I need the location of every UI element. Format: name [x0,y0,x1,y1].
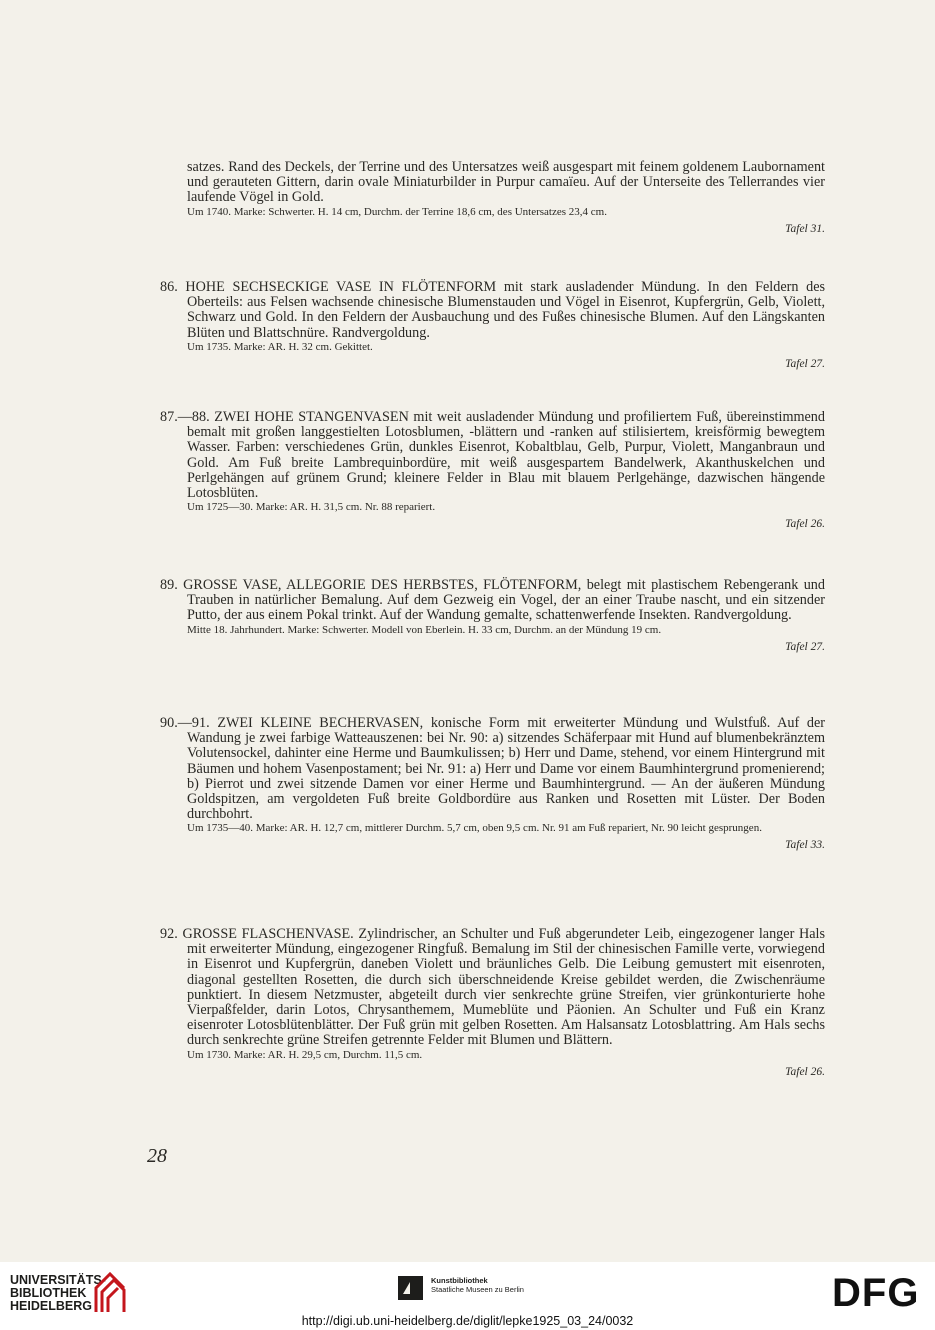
entry-number: 86. [160,279,178,295]
entry-title: GROSSE VASE, ALLEGORIE DES HERBSTES, FLÖTENFORM, [183,577,582,593]
entry-body [160,410,825,501]
kunstbibliothek-logo-icon [398,1276,423,1300]
logo-line: HEIDELBERG [10,1299,92,1313]
entry-note: Um 1730. Marke: AR. H. 29,5 cm, Durchm. 11,5 cm. [187,1048,423,1061]
entry-number: 90.—91. [160,715,210,731]
entry-body [160,716,825,822]
logo-line: UNIVERSITÄTS- [10,1273,106,1287]
entry-89 [160,578,825,655]
page-number: 28 [147,1145,167,1167]
entry-note: Um 1740. Marke: Schwerter. H. 14 cm, Durchm. der Terrine 18,6 cm, des Untersatzes 23,4 cm. [187,205,607,218]
entry-title: ZWEI HOHE STANGENVASEN [214,409,409,425]
source-url-link[interactable]: http://digi.ub.uni-heidelberg.de/diglit/lepke1925_03_24/0032 [301,1314,634,1328]
entry-text: konische Form mit erweiterter Mündung und Wulstfuß. Auf der Wandung je zwei farbige Watteauszenen: bei Nr. 90: a) sitzendes Schäferpaar mit Hund auf blumenbekränztem Volutensockel, dahinter eine Herme und Baumkulissen; b) Herr und Dame, stehend, vor einem Hintergrund mit Bäumen und hohem Vasenpostament; bei Nr. 91: a) Herr und Dame vor einem Baumhintergrund promenierend; b) Pierrot und zwei sitzende Damen vor einer Herme und Baumhintergrund. — An der äußeren Mündung Goldspitzen, am vergoldeten Fuß breite Goldbordüre aus Ranken und Rosetten mit Lüster. Der Boden durchbohrt. [187,715,826,823]
entry-text: Zylindrischer, an Schulter und Fuß abgerundeter Leib, eingezogener langer Hals mit erweiterter Mündung, eingezogener Ringfuß. Bemalung im Stil der chinesischen Famille verte, vorwiegend in Eisenrot und Kupfergrün, daneben Violett und bräunliches Gelb. Die Leibung gemustert mit eisenroten, diagonal gestellten Rosetten, die durch sich überschneidende Kreise gebildet werden, die Zwischenräume punktiert. In diesem Netzmuster, abgeteilt durch vier senkrechte grüne Streifen, vier grünkonturierte hohe Vierpaßfelder, darin Lotos, Chrysanthemem, Mumeblüte und Päonien. An Schulter und Fuß ein Kranz eisenroter Lotosblütenblätter. Der Fuß grün mit gelben Rosetten. Am Halsansatz Lotosblattring. Am Hals sechs durch senkrechte grüne Streifen getrennte Felder mit Blumen und Blättern. [187,926,826,1049]
plate-reference: Tafel 33. [785,839,825,852]
plate-reference: Tafel 31. [785,222,825,235]
entry-body [160,578,825,624]
entry-title: GROSSE FLASCHENVASE. [182,926,354,942]
plate-reference: Tafel 27. [785,640,825,653]
logo-line: BIBLIOTHEK [10,1286,87,1300]
entry-continuation [160,160,825,237]
entry-note: Um 1735—40. Marke: AR. H. 12,7 cm, mittlerer Durchm. 5,7 cm, oben 9,5 cm. Nr. 91 am Fuß repariert, Nr. 90 leicht gesprungen. [187,822,762,835]
entry-92 [160,927,825,1080]
plate-reference: Tafel 26. [785,1065,825,1078]
entry-number: 89. [160,577,178,593]
entry-note: Um 1735. Marke: AR. H. 32 cm. Gekittet. [187,340,373,353]
entry-body [160,280,825,341]
entry-text: mit weit ausladender Mündung und profiliertem Fuß, übereinstimmend bemalt mit großen langgestielten Lotosblumen, -blättern und -ranken auf stilisiertem, kreisförmig bewegtem Wasser. Farben: verschiedenes Grün, dunkles Eisenrot, Kobaltblau, Gelb, Purpur, Violett, Manganbraun und Gold. Am Fuß breite Lambrequinbordüre, mit weiß ausgespartem Bandelwerk, Akanthuskelchen und Perlgehängen auf grünem Grund; kleinere Felder in Blau mit blauem Perlgehänge, dazwischen hängende Lotosblüten. [187,409,825,502]
entry-text: mit stark ausladender Mündung. In den Feldern des Oberteils: aus Felsen wachsende chinesische Blumenstauden und Vögel in Eisenrot, Kupfergrün, Gelb, Violett, Schwarz und Gold. In den Feldern der Ausbauchung und des Fußes chinesische Blumen. Auf den Längskanten Blüten und Blattschnüre. Randvergoldung. [187,279,826,341]
plate-reference: Tafel 27. [785,357,825,370]
entry-90-91 [160,716,825,854]
entry-title: HOHE SECHSECKIGE VASE IN FLÖTENFORM [185,279,497,295]
entry-number: 92. [160,926,178,942]
entry-body [160,927,825,1049]
plate-reference: Tafel 26. [785,518,825,531]
entry-text: belegt mit plastischem Rebengerank und Trauben in natürlicher Bemalung. Auf dem Gezweig ein Vogel, der an einer Traube nascht, und ein sitzender Putto, der aus einem Pokal trinkt. Auf der Wandung gemalte, schattenwerfende Insekten. Randvergoldung. [187,577,825,624]
dfg-logo[interactable]: DFG [832,1271,920,1315]
entry-87-88 [160,410,825,532]
entry-text: satzes. Rand des Deckels, der Terrine und des Untersatzes weiß ausgespart mit feinem goldenem Laubornament und gerauteten Gittern, darin ovale Miniaturbilder in Purpur camaïeu. Auf der Unterseite des Tellerrandes vier laufende Vögel in Gold. [187,159,825,206]
kunstbibliothek-label [431,1276,524,1294]
kb-line: Staatliche Museen zu Berlin [431,1285,524,1294]
library-emblem-icon [90,1268,130,1318]
entry-note: Um 1725—30. Marke: AR. H. 31,5 cm. Nr. 88 repariert. [187,501,436,514]
kb-line: Kunstbibliothek [431,1276,488,1285]
entry-86 [160,280,825,372]
entry-note: Mitte 18. Jahrhundert. Marke: Schwerter. Modell von Eberlein. H. 33 cm, Durchm. an der Mündung 19 cm. [187,623,662,636]
entry-number: 87.—88. [160,409,210,425]
entry-title: ZWEI KLEINE BECHERVASEN, [217,715,424,731]
